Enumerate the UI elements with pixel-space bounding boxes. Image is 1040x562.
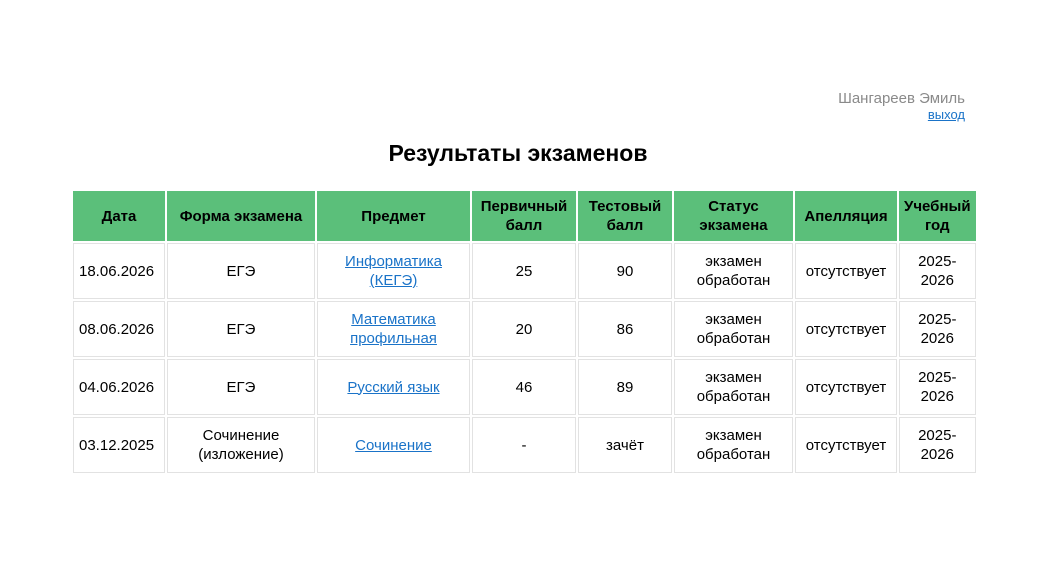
header-appeal: Апелляция xyxy=(795,191,897,241)
header-test-score: Тестовый балл xyxy=(578,191,672,241)
table-row xyxy=(73,243,976,299)
cell-appeal: отсутствует xyxy=(795,417,897,473)
results-table xyxy=(71,189,978,475)
cell-primary-score: 20 xyxy=(472,301,576,357)
cell-subject xyxy=(317,243,470,299)
page-title: Результаты экзаменов xyxy=(388,140,648,166)
cell-exam-status: экзамен обработан xyxy=(674,359,793,415)
cell-subject xyxy=(317,301,470,357)
header-exam-status: Статус экзамена xyxy=(674,191,793,241)
cell-test-score: зачёт xyxy=(578,417,672,473)
table-row xyxy=(73,359,976,415)
cell-academic-year: 2025-2026 xyxy=(899,417,976,473)
cell-date: 18.06.2026 xyxy=(73,243,165,299)
cell-exam-status: экзамен обработан xyxy=(674,417,793,473)
cell-exam-status: экзамен обработан xyxy=(674,301,793,357)
cell-appeal: отсутствует xyxy=(795,301,897,357)
cell-academic-year: 2025-2026 xyxy=(899,243,976,299)
logout-link[interactable]: выход xyxy=(927,107,965,122)
cell-test-score: 90 xyxy=(578,243,672,299)
header-exam-form: Форма экзамена xyxy=(167,191,315,241)
table-row xyxy=(73,417,976,473)
table-header-row xyxy=(73,191,976,241)
cell-primary-score: 46 xyxy=(472,359,576,415)
header-academic-year: Учебный год xyxy=(899,191,976,241)
subject-link[interactable]: Русский язык xyxy=(347,378,440,396)
cell-appeal: отсутствует xyxy=(795,243,897,299)
cell-exam-form: ЕГЭ xyxy=(167,243,315,299)
cell-academic-year: 2025-2026 xyxy=(899,301,976,357)
cell-subject xyxy=(317,417,470,473)
cell-exam-form: ЕГЭ xyxy=(167,359,315,415)
user-name: Шангареев Эмиль xyxy=(838,90,965,107)
header-date: Дата xyxy=(73,191,165,241)
subject-link[interactable]: Сочинение xyxy=(355,436,432,454)
cell-test-score: 86 xyxy=(578,301,672,357)
cell-appeal: отсутствует xyxy=(795,359,897,415)
cell-exam-form: Сочинение (изложение) xyxy=(167,417,315,473)
cell-date: 03.12.2025 xyxy=(73,417,165,473)
subject-link[interactable]: Информатика (КЕГЭ) xyxy=(345,253,442,289)
header-primary-score: Первичный балл xyxy=(472,191,576,241)
table-row xyxy=(73,301,976,357)
cell-primary-score: 25 xyxy=(472,243,576,299)
cell-subject xyxy=(317,359,470,415)
cell-date: 08.06.2026 xyxy=(73,301,165,357)
header-subject: Предмет xyxy=(317,191,470,241)
cell-academic-year: 2025-2026 xyxy=(899,359,976,415)
user-box xyxy=(838,91,965,123)
subject-link[interactable]: Математика профильная xyxy=(350,311,437,347)
cell-primary-score: - xyxy=(472,417,576,473)
cell-exam-status: экзамен обработан xyxy=(674,243,793,299)
cell-exam-form: ЕГЭ xyxy=(167,301,315,357)
cell-date: 04.06.2026 xyxy=(73,359,165,415)
cell-test-score: 89 xyxy=(578,359,672,415)
